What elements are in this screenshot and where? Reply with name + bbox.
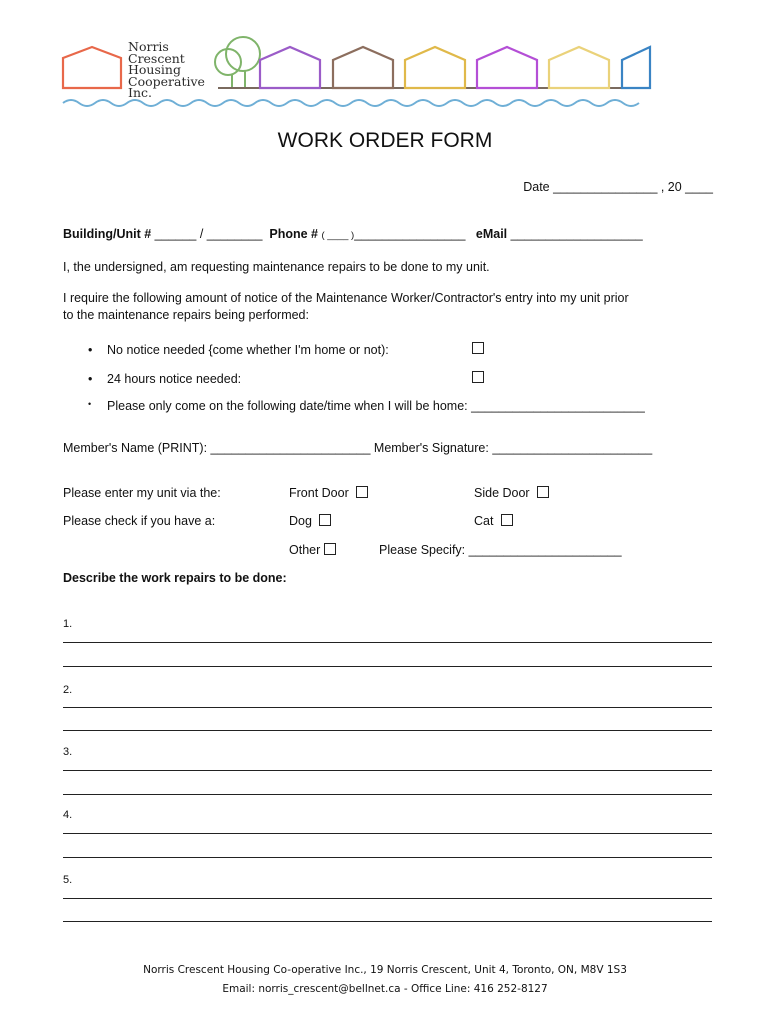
brown-house-icon <box>333 47 393 88</box>
repair-line[interactable] <box>63 857 712 858</box>
email-label: eMail <box>475 227 508 241</box>
water-wave-icon <box>63 100 639 106</box>
contact-line <box>63 227 643 241</box>
logo-name-line: Inc. <box>128 85 152 100</box>
entry-label: Please enter my unit via the: <box>63 486 221 500</box>
date-line: Date _______________ , 20 ____ <box>523 180 713 194</box>
building-unit-field[interactable]: ______ / ________ <box>154 227 263 241</box>
footer-address: Norris Crescent Housing Co-operative Inc., 19 Norris Crescent, Unit 4, Toronto, ON, M8V 1S3 <box>143 964 627 976</box>
tree-icon <box>226 37 260 71</box>
repair-number: 1. <box>63 618 73 630</box>
notice-text: I require the following amount of notice of the Maintenance Worker/Contractor's entry into my unit prior <box>63 291 629 305</box>
front-door-label: Front Door <box>289 486 349 500</box>
notice-option-label: No notice needed {come whether I'm home or not): <box>107 343 389 357</box>
logo-name-line: Norris <box>128 39 169 54</box>
purple-house-icon <box>260 47 320 88</box>
repair-number: 5. <box>63 874 73 886</box>
repair-line[interactable] <box>63 921 712 922</box>
logo-name <box>128 41 205 99</box>
yellow-house-icon <box>405 47 465 88</box>
no-notice-checkbox[interactable] <box>472 342 484 354</box>
blue-house-icon <box>622 47 650 88</box>
phone-label: Phone # <box>269 227 318 241</box>
dog-label: Dog <box>289 514 312 528</box>
violet-house-icon <box>477 47 537 88</box>
cat-option <box>474 514 513 528</box>
phone-area-code-field[interactable]: ( ____ ) <box>321 230 355 241</box>
side-door-checkbox[interactable] <box>537 486 549 498</box>
dog-option <box>289 514 331 528</box>
logo-name-line: Housing <box>128 62 181 77</box>
repair-line[interactable] <box>63 707 712 708</box>
repair-line[interactable] <box>63 666 712 667</box>
pets-label: Please check if you have a: <box>63 514 216 528</box>
bullet: • <box>88 343 93 357</box>
notice-option-label[interactable]: Please only come on the following date/time when I will be home: _________________________ <box>107 399 645 413</box>
side-door-label: Side Door <box>474 486 530 500</box>
cat-checkbox[interactable] <box>501 514 513 526</box>
notice-text: to the maintenance repairs being performed: <box>63 308 309 322</box>
building-unit-label: Building/Unit # <box>63 227 152 241</box>
notice-option-label: 24 hours notice needed: <box>107 372 242 386</box>
logo-graphic <box>0 0 770 120</box>
light-yellow-house-icon <box>549 47 609 88</box>
form-title: WORK ORDER FORM <box>277 129 493 152</box>
24-hours-notice-checkbox[interactable] <box>472 371 484 383</box>
repair-line[interactable] <box>63 730 712 731</box>
footer-contact: Email: norris_crescent@bellnet.ca - Office Line: 416 252-8127 <box>222 983 548 995</box>
bullet: • <box>88 372 93 386</box>
email-field[interactable]: ___________________ <box>510 227 643 241</box>
repair-number: 2. <box>63 684 73 696</box>
logo-name-line: Crescent <box>128 50 185 66</box>
repair-number: 3. <box>63 746 73 758</box>
phone-field[interactable]: ________________ <box>354 227 466 241</box>
repair-line[interactable] <box>63 794 712 795</box>
front-door-checkbox[interactable] <box>356 486 368 498</box>
member-name-signature-line[interactable]: Member's Name (PRINT): _______________________ Member's Signature: _______________________ <box>63 441 653 455</box>
orange-house-icon <box>63 47 121 88</box>
other-checkbox[interactable] <box>324 543 336 555</box>
cat-label: Cat <box>474 514 494 528</box>
logo-name-line: Cooperative <box>128 73 205 89</box>
please-specify-field[interactable]: Please Specify: ______________________ <box>379 543 622 557</box>
request-text: I, the undersigned, am requesting maintenance repairs to be done to my unit. <box>63 260 490 274</box>
dog-checkbox[interactable] <box>319 514 331 526</box>
repair-line[interactable] <box>63 770 712 771</box>
other-option <box>289 543 336 557</box>
other-label: Other <box>289 543 321 557</box>
repair-line[interactable] <box>63 898 712 899</box>
describe-label: Describe the work repairs to be done: <box>63 571 287 585</box>
front-door-option <box>289 486 368 500</box>
repair-line[interactable] <box>63 642 712 643</box>
repair-line[interactable] <box>63 833 712 834</box>
side-door-option <box>474 486 549 500</box>
repair-number: 4. <box>63 809 73 821</box>
bullet: • <box>88 399 92 409</box>
